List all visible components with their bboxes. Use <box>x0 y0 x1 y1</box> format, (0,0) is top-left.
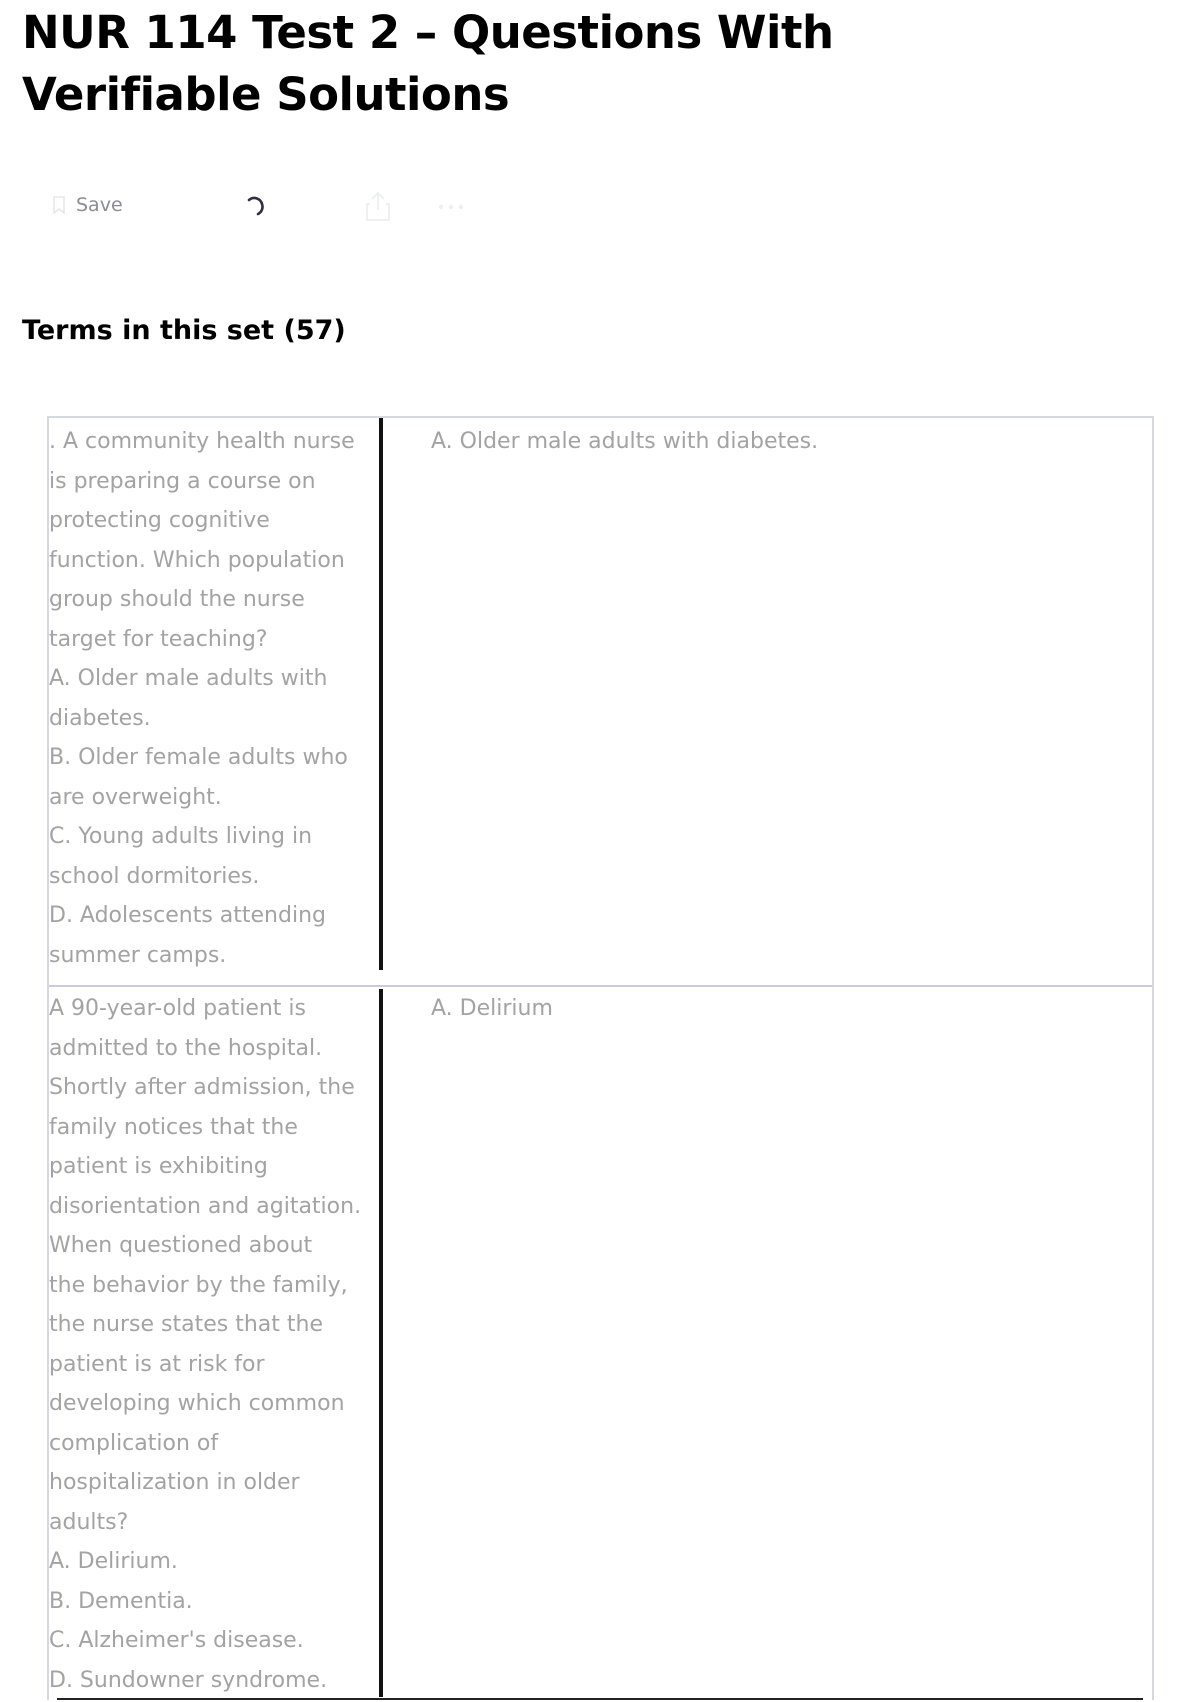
toolbar <box>0 180 600 230</box>
save-button[interactable] <box>52 192 123 218</box>
term-card[interactable] <box>49 418 1152 987</box>
card-divider <box>379 989 383 1697</box>
share-icon[interactable] <box>364 190 392 222</box>
save-label: Save <box>76 194 123 216</box>
terms-heading: Terms in this set (57) <box>22 315 346 346</box>
bookmark-icon <box>52 196 66 214</box>
card-divider <box>379 418 383 970</box>
more-options-icon[interactable] <box>436 200 466 212</box>
terms-list <box>47 416 1154 1700</box>
term-question: . A community health nurse is preparing a course on protecting cognitive function. Which population group should the nurse target for teaching? A. Older male adults with diabetes. B. Older female adults who are overweight. C. Young adults living in school dormitories. D. Adolescents attending summer camps. <box>49 429 355 968</box>
page-title: NUR 114 Test 2 – Questions With Verifiable Solutions <box>22 6 834 121</box>
term-card[interactable] <box>49 987 1152 1702</box>
loading-spinner-icon <box>241 192 269 220</box>
term-answer: A. Older male adults with diabetes. <box>431 429 819 454</box>
term-answer: A. Delirium <box>431 996 553 1021</box>
term-question: A 90-year-old patient is admitted to the hospital. Shortly after admission, the family notices that the patient is exhibiting disorientation and agitation. When questioned about the behavior by the family, the nurse states that the patient is at risk for developing which common complication of hospitalization in older adults? A. Delirium. B. Dementia. C. Alzheimer's disease. D. Sundowner syndrome. <box>49 996 362 1693</box>
